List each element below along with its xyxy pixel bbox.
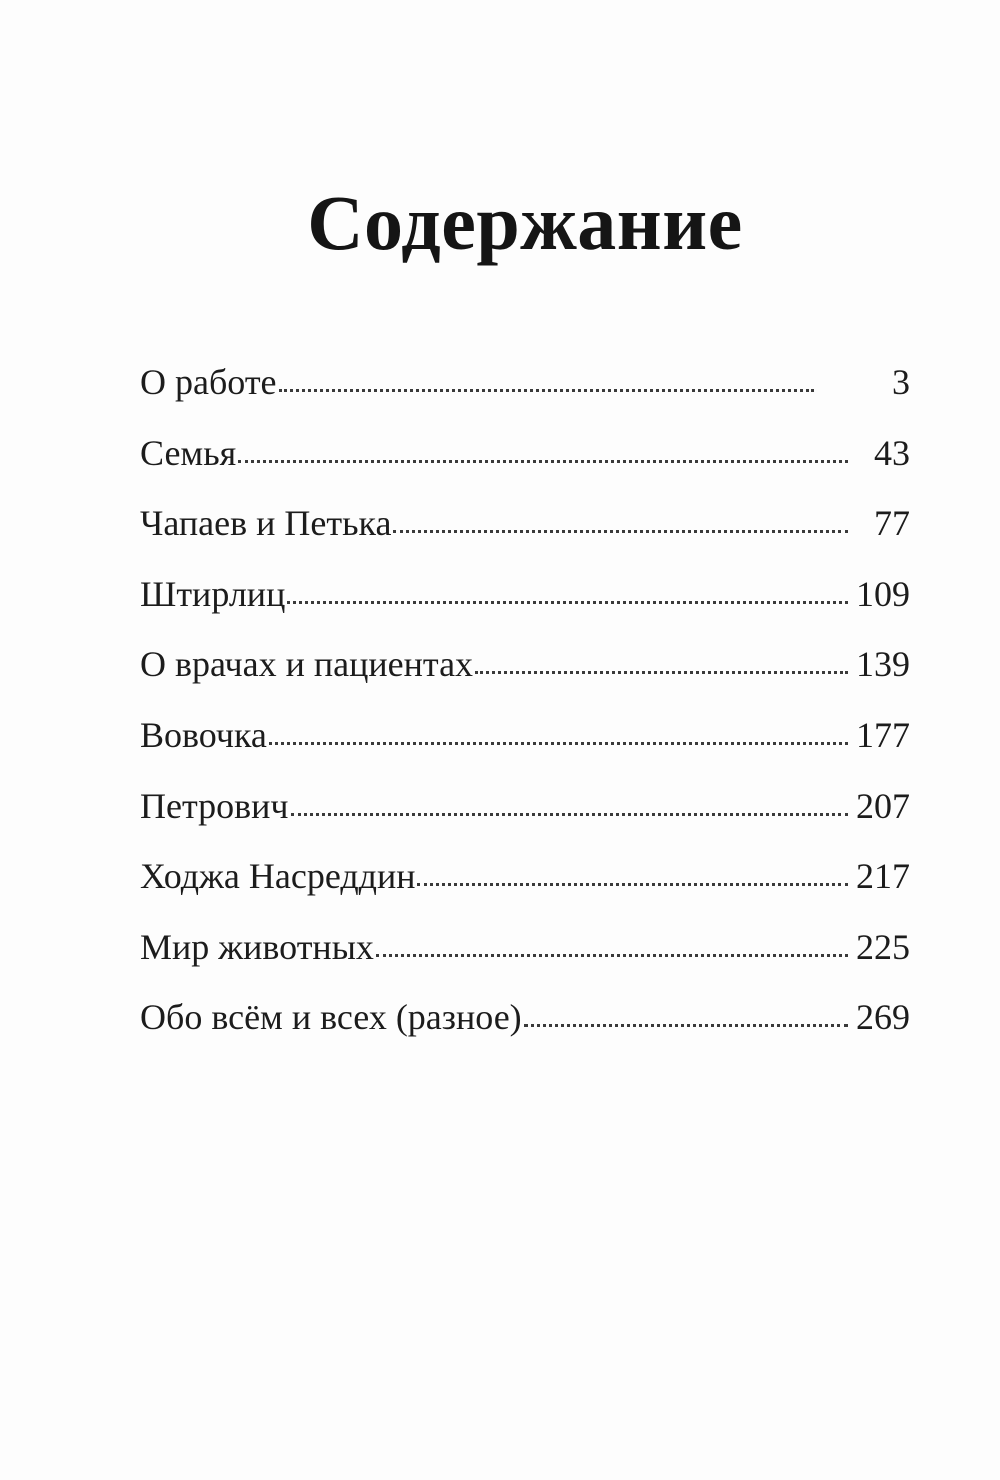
toc-entry-page: 139 [856,644,910,685]
toc-entry [140,713,910,784]
toc-entry-page: 269 [856,997,910,1038]
toc-entry-page: 109 [856,573,910,614]
toc-dot-leader [524,1023,848,1027]
toc-entry [140,360,910,431]
toc-entry-title: Семья [140,432,237,473]
toc-entry [140,572,910,643]
toc-entry-title: О работе [140,362,277,402]
toc-entry-title: Петрович [140,785,289,826]
toc-entry-page: 225 [856,926,910,967]
toc-dot-leader [238,459,848,463]
toc-dot-leader [287,600,848,604]
toc-entry-title: Ходжа Насреддин [140,856,416,897]
toc-entry [140,642,910,713]
toc-entry-title: Обо всём и всех (разное) [140,997,522,1038]
toc-dot-leader [475,670,848,674]
toc-entry [140,431,910,502]
toc-entry-title: Штирлиц [140,573,286,614]
toc-entry [140,501,910,572]
toc-dot-leader [417,882,848,886]
toc-entry-title: Чапаев и Петька [140,503,392,544]
toc-entry [140,925,910,996]
toc-entry-title: Вовочка [140,714,267,755]
toc-entry-title: О врачах и пациентах [140,644,474,685]
toc-entry [140,854,910,925]
toc-entry-page: 177 [856,714,910,755]
toc-dot-leader [291,812,848,816]
table-of-contents [140,360,910,1066]
toc-entry-page: 207 [856,785,910,826]
toc-entry-page: 77 [874,503,910,544]
toc-entry-title: Мир животных [140,926,374,967]
toc-entry [140,784,910,855]
toc-entry-page: 43 [874,432,910,473]
toc-entry-page: 3 [892,362,910,402]
toc-dot-leader [279,388,814,392]
toc-dot-leader [269,741,848,745]
page-title: Содержание [307,179,743,266]
toc-dot-leader [393,529,848,533]
toc-dot-leader [376,953,848,957]
toc-entry [140,995,910,1066]
toc-entry-page: 217 [856,856,910,897]
